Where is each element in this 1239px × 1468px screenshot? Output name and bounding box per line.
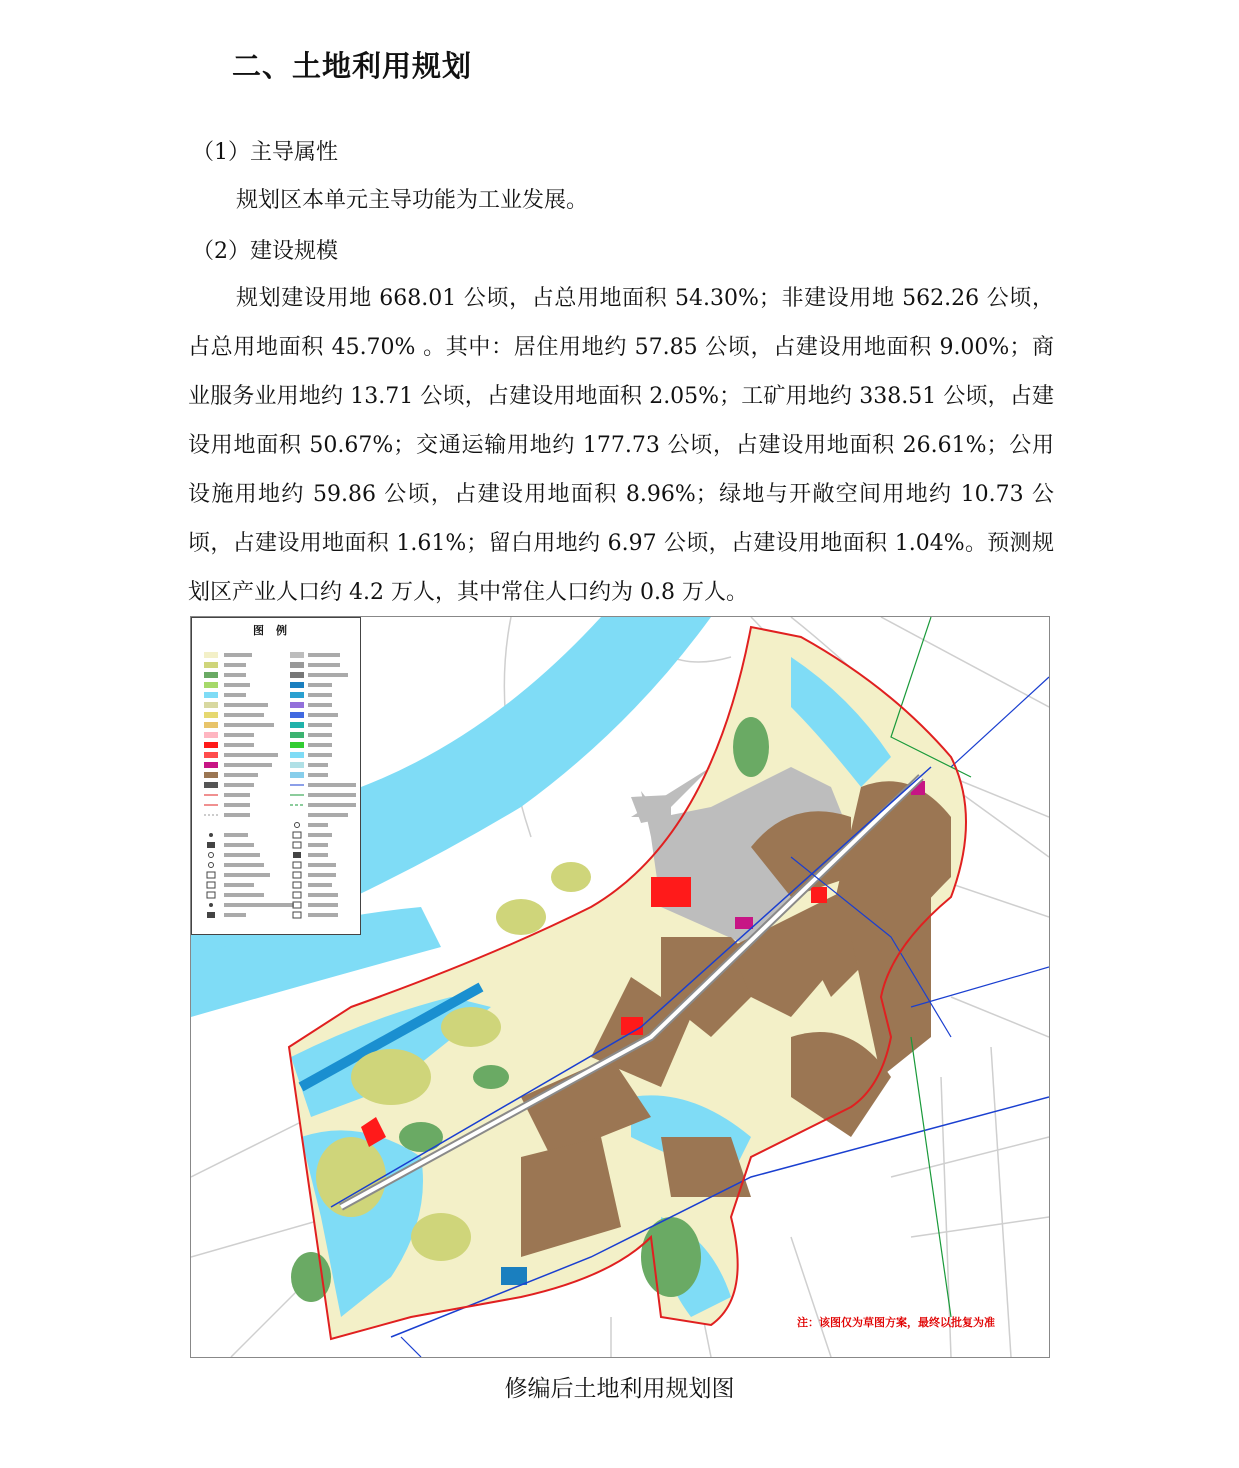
paragraph-construction-scale: 规划建设用地 668.01 公顷，占总用地面积 54.30%；非建设用地 562.26 公顷，占总用地面积 45.70% 。其中：居住用地约 57.85 公顷，占建设用地面积 9.00%；商业服务业用地约 13.71 公顷，占建设用地面积 2.05%；工矿用地约 338.51 公顷，占建设用地面积 50.67%；交通运输用地约 177.73 公顷，占建设用地面积 26.61%；公用设施用地约 59.86 公顷，占建设用地面积 8.96%；绿地与开敞空间用地约 10.73 公顷，占建设用地面积 1.61%；留白用地约 6.97 公顷，占建设用地面积 1.04%。预测规划区产业人口约 4.2 万人，其中常住人口约为 0.8 万人。: [188, 286, 1054, 605]
legend-left-labels: [224, 653, 294, 917]
map-note: 注：该图仅为草图方案，最终以批复为准: [797, 1316, 995, 1329]
legend-right-labels: [308, 653, 356, 917]
figure-caption: 修编后土地利用规划图: [504, 1376, 735, 1402]
subheading-construction-scale: （2）建设规模: [192, 239, 338, 264]
legend-swatches: [192, 618, 362, 936]
land-use-plan-map: [190, 616, 1050, 1358]
paragraph-dominant-function: 规划区本单元主导功能为工业发展。: [236, 188, 589, 213]
map-legend: [191, 617, 361, 935]
legend-right-column: [290, 652, 304, 805]
legend-left-column: [204, 652, 218, 815]
legend-title: 图例: [253, 624, 299, 637]
section-title: 二、土地利用规划: [232, 49, 473, 83]
subheading-dominant-attribute: （1）主导属性: [192, 140, 338, 165]
